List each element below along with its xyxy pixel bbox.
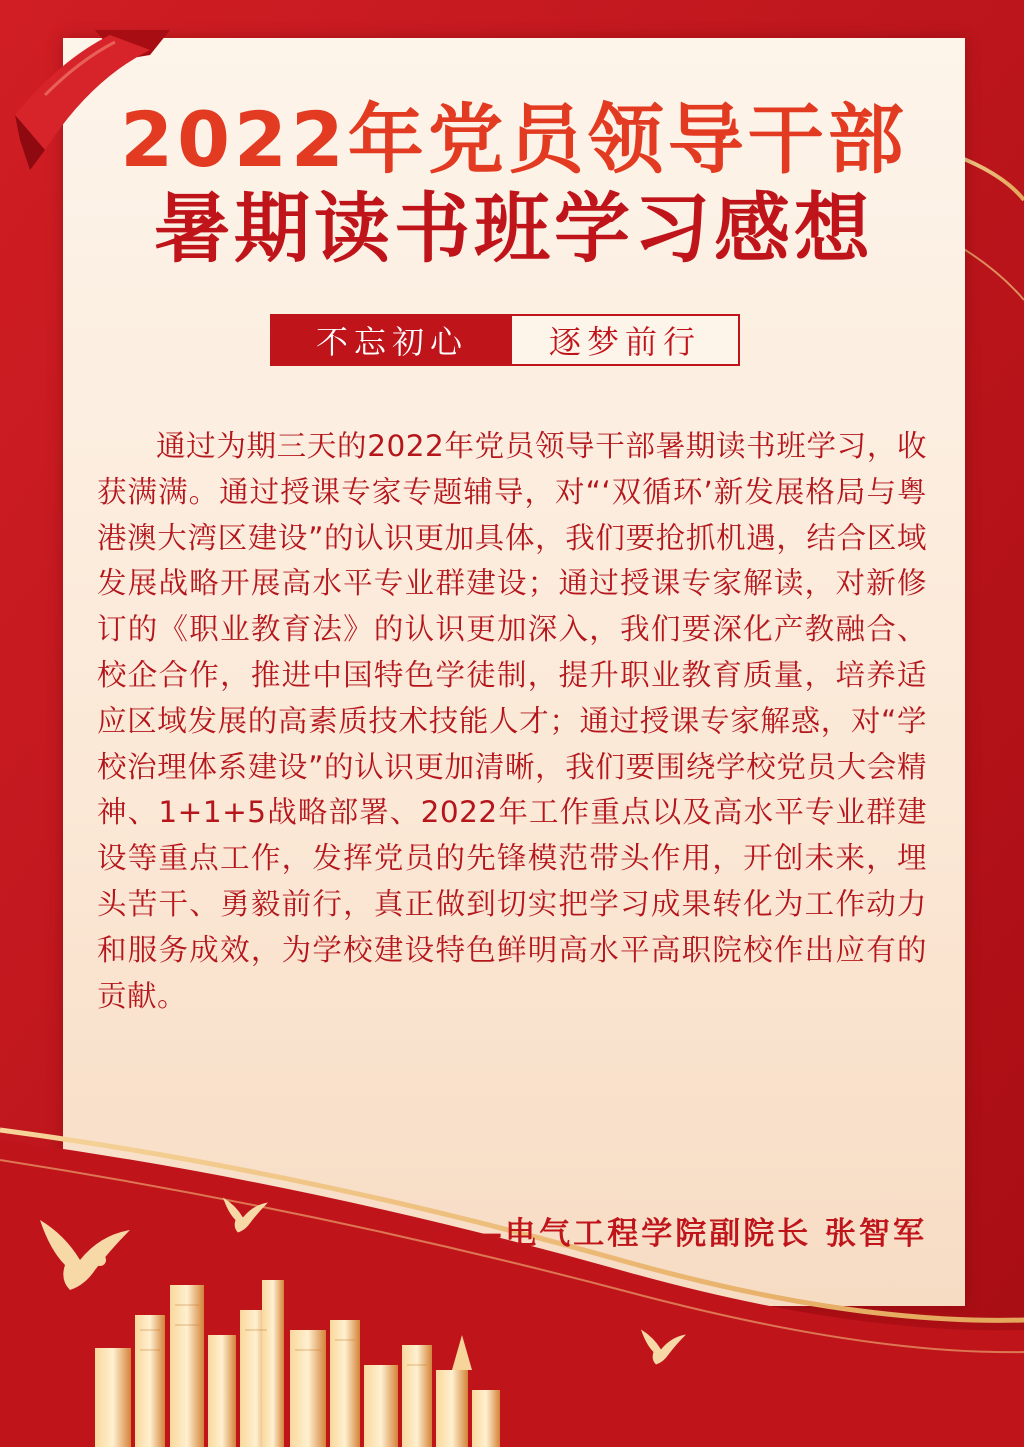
signature: ——电气工程学院副院长 张智军 bbox=[437, 1216, 927, 1252]
city-skyline bbox=[0, 1120, 1024, 1447]
dove-icon bbox=[30, 1205, 140, 1295]
poster-title-line2: 暑期读书班学习感想 bbox=[154, 184, 874, 273]
slogan-left: 不忘初心 bbox=[272, 316, 512, 364]
dove-icon bbox=[218, 1190, 273, 1235]
body-paragraph: 通过为期三天的2022年党员领导干部暑期读书班学习，收获满满。通过授课专家专题辅导，对“‘双循环’新发展格局与粤港澳大湾区建设”的认识更加具体，我们要抢抓机遇，结合区域发展战略开展高水平专业群建设；通过授课专家解读，对新修订的《职业教育法》的认识更加深入，我们要深化产教融合、校企合作，推进中国特色学徒制，提升职业教育质量，培养适应区域发展的高素质技术技能人才；通过授课专家解惑，对“学校治理体系建设”的认识更加清晰，我们要围绕学校党员大会精神、1+1+5战略部署、2022年工作重点以及高水平专业群建设等重点工作，发挥党员的先锋模范带头作用，开创未来，埋头苦干、勇毅前行，真正做到切实把学习成果转化为工作动力和服务成效，为学校建设特色鲜明高水平高职院校作出应有的贡献。 bbox=[97, 429, 927, 1013]
poster-title-line1: 2022年党员领导干部 bbox=[120, 95, 908, 184]
dove-icon bbox=[636, 1322, 691, 1367]
slogan-box bbox=[270, 314, 740, 366]
slogan-right: 逐梦前行 bbox=[512, 316, 738, 364]
